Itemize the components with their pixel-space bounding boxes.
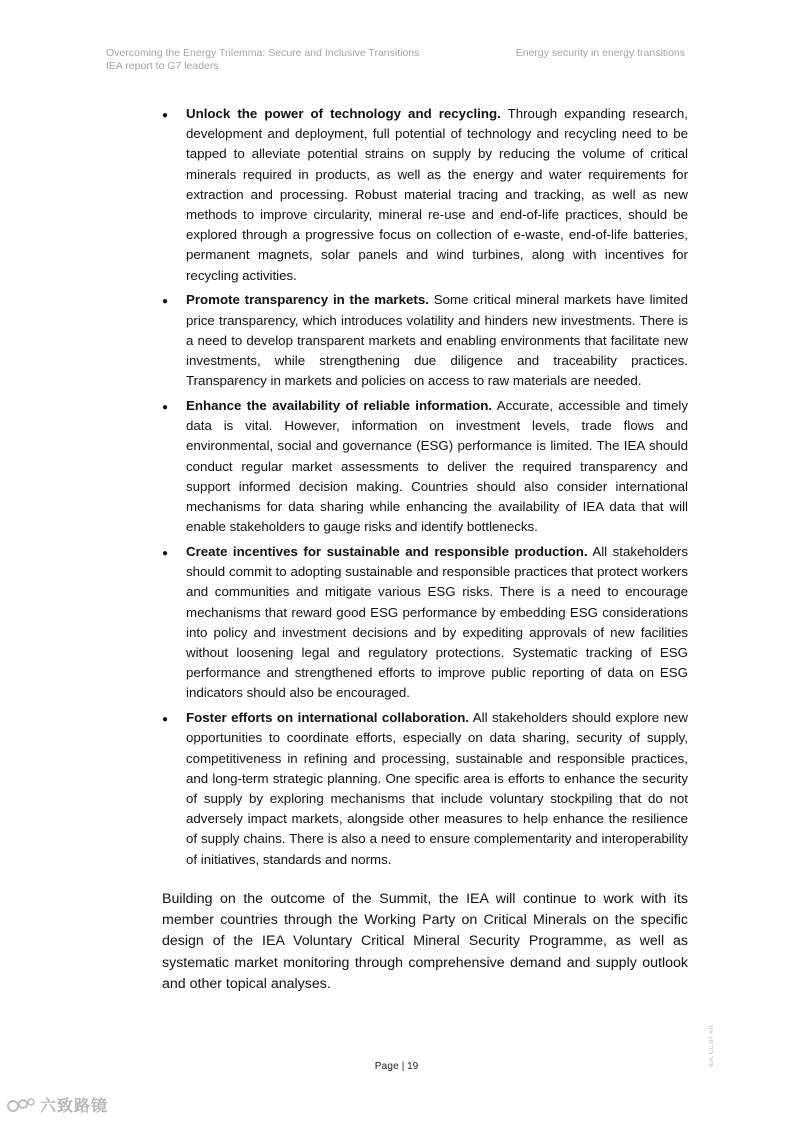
page-footer [0, 1061, 793, 1072]
page-number: 19 [407, 1061, 419, 1072]
list-item [162, 708, 688, 870]
list-item [162, 290, 688, 391]
list-item [162, 542, 688, 704]
watermark-logo-icon [6, 1095, 36, 1115]
bullet-icon: ● [162, 548, 169, 560]
report-subtitle: IEA report to G7 leaders [106, 60, 219, 72]
license-note: IEA. CC BY 4.0. [709, 1024, 715, 1067]
bullet-text: All stakeholders should explore new opportunities to coordinate efforts, especially on data sharing, security of supply, competitiveness in refining and processing, sustainable and responsible practices, and long-term strategic planning. One specific area is efforts to enhance the security of supply by exploring mechanisms that include voluntary stockpiling that do not adversely impact markets, alongside other measures to help enhance the resilience of supply chains. There is also a need to ensure complementarity and interoperability of initiatives, standards and norms. [186, 710, 688, 867]
bullet-heading: Foster efforts on international collaboration. [186, 710, 470, 726]
running-header-left [106, 47, 419, 73]
running-header-section: Energy security in energy transitions [515, 47, 685, 59]
list-item [162, 104, 688, 286]
bullet-icon: ● [162, 110, 169, 121]
bullet-text: Accurate, accessible and timely data is vital. However, information on investment levels, trade flows and environmental, social and governance (ESG) performance is limited. The IEA should conduct regular market assessments to deliver the required transparency and support informed decision making. Countries should also consider international mechanisms for data sharing while enhancing the availability of IEA data that will enable stakeholders to gauge risks and identify bottlenecks. [186, 398, 688, 535]
page-label: Page [374, 1061, 399, 1072]
bullet-text: Through expanding research, development and deployment, full potential of technology and recycling need to be tapped to alleviate potential strains on supply by reducing the volume of critical minerals required in products, as well as the energy and water requirements for extraction and processing. Robust material tracing and tracking, as well as new methods to improve circularity, mineral re-use and end-of-life practices, should be explored through a progressive focus on collection of e-waste, end-of-life batteries, permanent magnets, solar panels and wind turbines, along with incentives for recycling activities. [186, 106, 688, 283]
bullet-icon: ● [162, 296, 169, 308]
bullet-heading: Promote transparency in the markets. [186, 292, 429, 308]
bullet-heading: Create incentives for sustainable and responsible production. [186, 544, 588, 560]
recommendations-list [162, 104, 688, 874]
watermark-text: 六致路镜 [40, 1098, 109, 1115]
page-separator: | [398, 1061, 408, 1072]
report-title: Overcoming the Energy Trilemma: Secure and Inclusive Transitions [106, 47, 420, 59]
bullet-icon: ● [162, 714, 169, 726]
bullet-text: All stakeholders should commit to adopting sustainable and responsible practices that protect workers and communities and mitigate various ESG risks. There is a need to encourage mechanisms that reward good ESG performance by embedding ESG considerations into policy and investment decisions and by expediting approvals of new facilities without loosening legal and regulatory protections. Systematic tracking of ESG performance and strengthened efforts to improve public reporting of data on ESG indicators should also be encouraged. [186, 544, 688, 701]
bullet-heading: Unlock the power of technology and recycling. [186, 106, 501, 121]
bullet-icon: ● [162, 402, 169, 414]
list-item [162, 396, 688, 537]
watermark [6, 1093, 108, 1116]
bullet-heading: Enhance the availability of reliable information. [186, 398, 493, 414]
closing-paragraph: Building on the outcome of the Summit, the IEA will continue to work with its member countries through the Working Party on Critical Minerals on the specific design of the IEA Voluntary Critical Mineral Security Programme, as well as systematic market monitoring through comprehensive demand and supply outlook and other topical analyses. [162, 891, 688, 992]
bullet-text: Some critical mineral markets have limited price transparency, which introduces volatility and hinders new investments. There is a need to develop transparent markets and enabling environments that facilitate new investments, while strengthening due diligence and traceability practices. Transparency in markets and policies on access to raw materials are needed. [186, 292, 688, 389]
